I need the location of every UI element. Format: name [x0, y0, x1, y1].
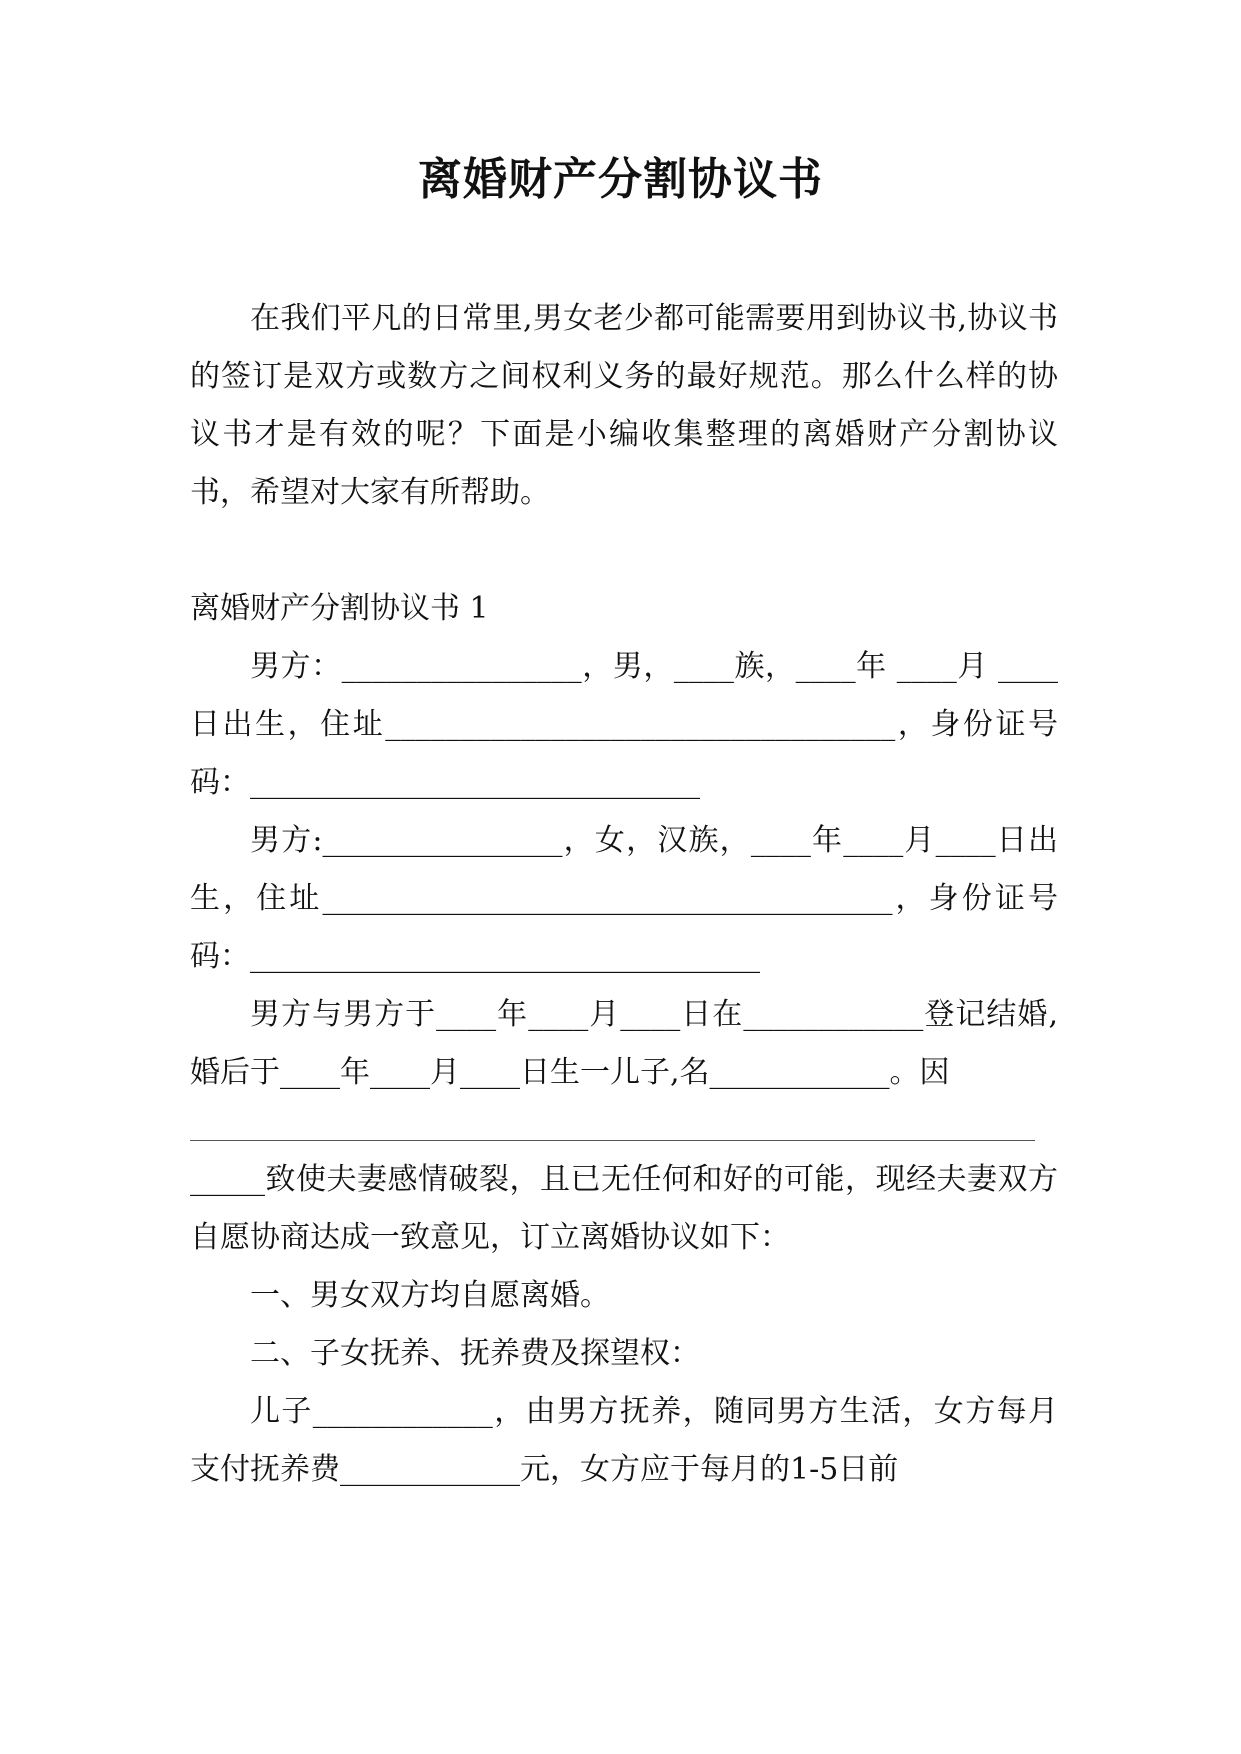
clause-one: 一、男女双方均自愿离婚。: [250, 1278, 610, 1313]
section-heading: 离婚财产分割协议书 1: [190, 591, 489, 626]
marriage-paragraph: 男方与男方于____年____月____日在____________登记结婚,婚后于____年____月____日生一儿子,名____________。因: [190, 997, 1058, 1090]
party-one-paragraph: 男方：________________，男，____族，____年 ____月 ____日出生，住址__________________________________，身份证号码：______________________________: [190, 649, 1058, 800]
document-body: [190, 290, 1058, 1499]
custody-paragraph: 儿子____________，由男方抚养，随同男方生活，女方每月支付抚养费____________元，女方应于每月的1-5日前: [190, 1394, 1058, 1487]
intro-paragraph: 在我们平凡的日常里,男女老少都可能需要用到协议书,协议书的签订是双方或数方之间权利义务的最好规范。那么什么样的协议书才是有效的呢？下面是小编收集整理的离婚财产分割协议书，希望对大家有所帮助。: [190, 301, 1058, 510]
reason-paragraph: _____致使夫妻感情破裂，且已无任何和好的可能，现经夫妻双方自愿协商达成一致意见，订立离婚协议如下：: [190, 1162, 1058, 1255]
document-title: 离婚财产分割协议书: [418, 154, 823, 205]
clause-two: 二、子女抚养、抚养费及探望权：: [250, 1336, 700, 1371]
reason-blank-line: [190, 1082, 1035, 1141]
party-two-paragraph: 男方:________________，女，汉族，____年____月____日出生，住址______________________________________，身份证号码：__________________________________: [190, 823, 1058, 974]
